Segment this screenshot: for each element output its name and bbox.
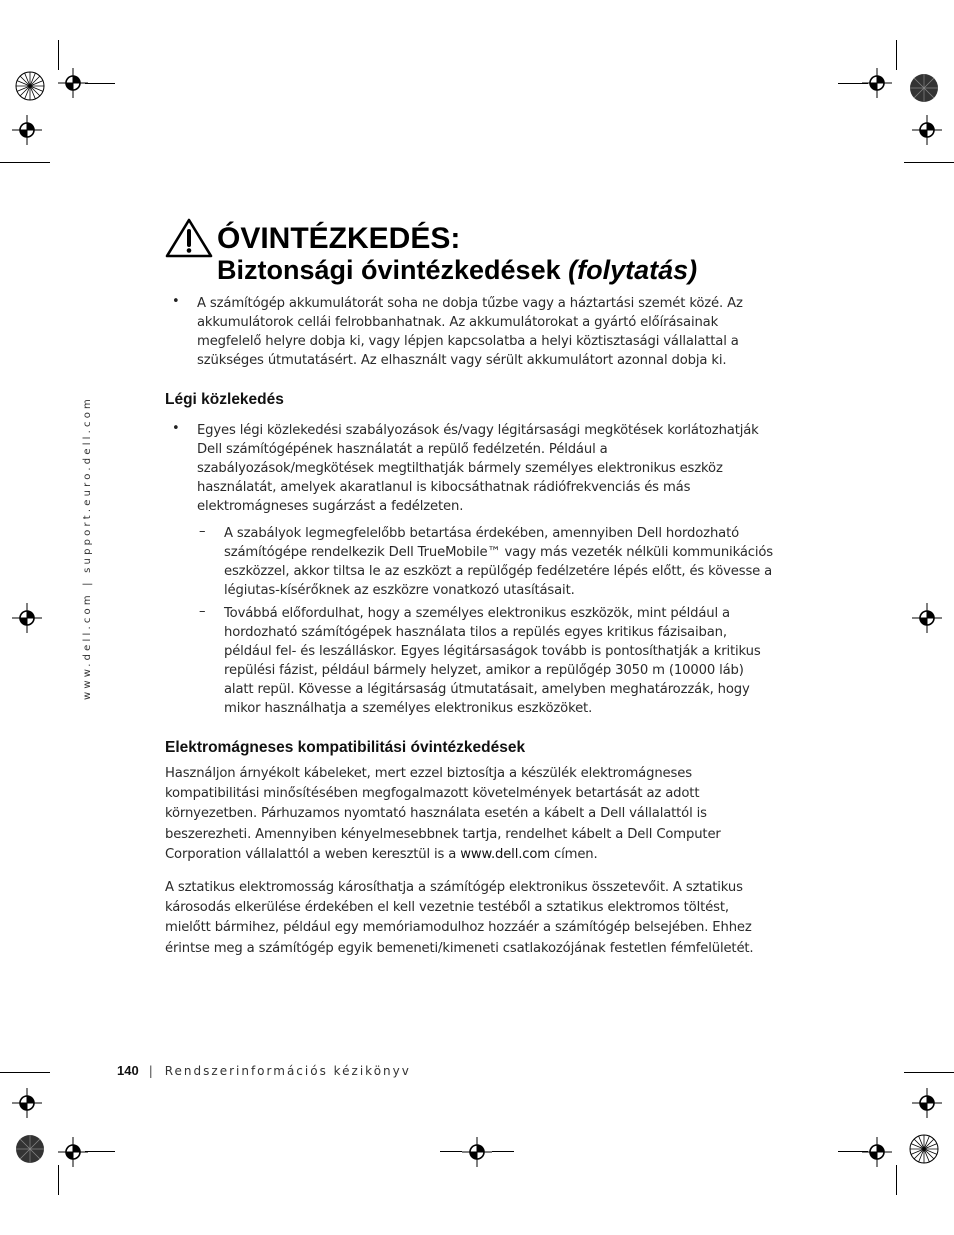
crosshair-mark-left-upper <box>12 115 42 145</box>
emc-paragraph-1 <box>165 764 777 865</box>
crosshair-mark-right-middle <box>912 603 942 633</box>
warning-triangle-icon <box>165 218 213 258</box>
crosshair-mark-top-left <box>58 68 88 98</box>
page-footer <box>117 1063 411 1078</box>
heading-emc: Elektromágneses kompatibilitási óvintézkedések <box>165 739 526 756</box>
title-subtitle <box>217 255 697 286</box>
side-url-text: www.dell.com | support.euro.dell.com <box>82 396 93 700</box>
title-subtitle-continued: (folytatás) <box>568 255 698 285</box>
side-url <box>80 225 100 725</box>
air-travel-subitem-1: A szabályok legmegfelelőbb betartása érdekében, amennyiben Dell hordozható számítógépe rendelkezik Dell TrueMobile™ vagy más vezeték nélküli kommunikációs eszközzel, akkor tiltsa le az eszközt a repülőgép fedélzetére lépés előtt, és kövesse a légiutas-kísérőknek az eszközre vonatkozó utasításait. <box>224 526 774 598</box>
emc-paragraph-1-text: Használjon árnyékolt kábeleket, mert ezzel biztosítja a készülék elektromágneses kompatibilitási minősítésében megfogalmazott követelmények betartását az adott környezetben. Párhuzamos nyomtató használata esetén a kábelt a Dell vállalattól is beszerezheti. Amennyiben kényelmesebbnek tartja, rendelhet kábelt a Dell Computer Corporation vállalattól a weben keresztül is a <box>165 766 721 862</box>
emc-paragraph-2: A sztatikus elektromosság károsíthatja a számítógép elektronikus összetevőit. A sztatikus károsodás elkerülése érdekében el kell vezetnie testéből a sztatikus elektromos töltést, mielőtt bármihez, például egy memóriamodulhoz hozzáér a számítógép belsejében. Ehhez érintse meg a számítógép egyik bemeneti/kimeneti csatlakozójának festetlen fémfelületét. <box>165 880 754 956</box>
air-travel-paragraph: Egyes légi közlekedési szabályozások és/vagy légitársasági megkötések korlátozhatják Dell számítógépének használatát a repülő fedélzetén. Például a szabályozások/megkötések megtilthatják bármely személyes elektronikus eszköz használatát, amelyek akaratlanul is kibocsáthatnak rádiófrekvenciás és más elektromágneses sugárzást a fedélzeten. <box>197 423 759 514</box>
crosshair-mark-bottom-right <box>862 1137 892 1167</box>
crosshair-mark-right-upper <box>912 115 942 145</box>
crosshair-mark-left-lower <box>12 1088 42 1118</box>
battery-paragraph: A számítógép akkumulátorát soha ne dobja tűzbe vagy a háztartási szemét közé. Az akkumulátorok cellái felrobbanhatnak. Az akkumulátorokat a gyártó előírásainak megfelelő helyre dobja ki, vagy lépjen kapcsolatba a helyi köztisztasági vállalattal a szükséges útmutatásért. Az elhasznált vagy sérült akkumulátort azonnal dobja ki. <box>197 296 743 368</box>
page-number: 140 <box>117 1063 139 1078</box>
heading-air-travel: Légi közlekedés <box>165 391 284 408</box>
air-travel-subitem-2: Továbbá előfordulhat, hogy a személyes elektronikus eszközök, mint például a hordozható számítógépek használata tilos a repülés egyes kritikus fázisaiban, például fel- és leszálláskor. Egyes légitársaságok tovább is pontosíthatják a kritikus repülési fázist, például bármely helyzet, amikor a repülőgép 3050 m (10000 láb) alatt repül. Kövesse a légitársaság útmutatásait, amelyben meghatározzák, hogy mikor használhatja a személyes elektronikus eszközöket. <box>224 606 761 716</box>
dash-marker: – <box>199 524 206 539</box>
crosshair-mark-right-lower <box>912 1088 942 1118</box>
title-subtitle-main: Biztonsági óvintézkedések <box>217 255 569 285</box>
dash-marker: – <box>199 604 206 619</box>
book-title: Rendszerinformációs kézikönyv <box>164 1064 411 1078</box>
starburst-mark-bottom-left <box>14 1133 46 1165</box>
bullet-marker: • <box>172 294 180 309</box>
crosshair-mark-left-middle <box>12 603 42 633</box>
bullet-marker: • <box>172 421 180 436</box>
title-caution: ÓVINTÉZKEDÉS: <box>217 222 461 255</box>
starburst-mark-top-left <box>14 70 46 102</box>
crosshair-mark-bottom-center <box>462 1137 492 1167</box>
footer-separator: | <box>148 1064 153 1078</box>
starburst-mark-top-right <box>908 72 940 104</box>
emc-paragraph-1-end: címen. <box>549 846 598 862</box>
crosshair-mark-bottom-left <box>58 1137 88 1167</box>
starburst-mark-bottom-right <box>908 1133 940 1165</box>
dell-website-link[interactable]: www.dell.com <box>460 846 550 862</box>
